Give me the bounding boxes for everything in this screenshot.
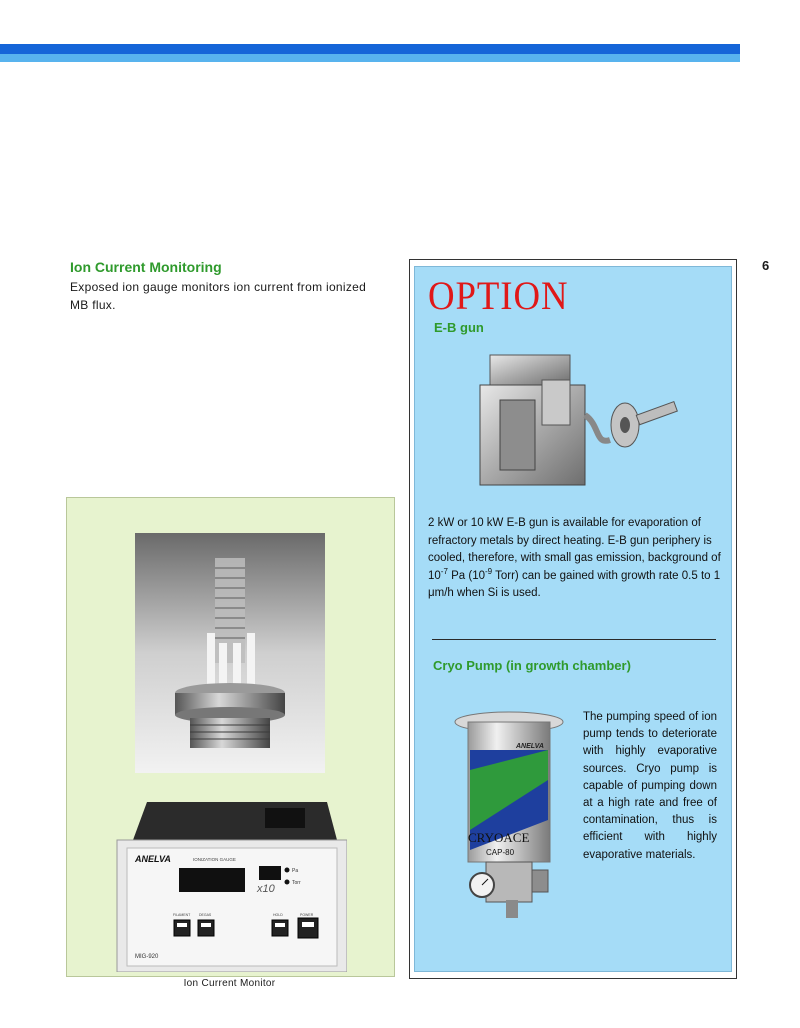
multiplier-text: x10 <box>257 883 275 895</box>
eb-gun-description <box>428 515 724 603</box>
ion-current-heading: Ion Current Monitoring <box>70 259 222 275</box>
eb-gun-heading: E-B gun <box>434 320 484 335</box>
eb-text-part-1: 2 kW or 10 kW E-B gun is available for evaporation of refractory metals by direct heating. E-B gun periphery is cooled, therefore, with small gas emission, background of 10 <box>428 517 721 582</box>
ion-gauge-photo <box>135 533 325 773</box>
eb-exponent-torr: -9 <box>485 566 493 576</box>
switch-label-power: POWER <box>300 913 314 917</box>
unit-pa-text: Pa <box>292 868 299 874</box>
section-divider <box>432 639 716 640</box>
switch-label-degas: DEGAS <box>199 913 212 917</box>
unit-torr-text: Torr <box>292 880 301 886</box>
option-title: OPTION <box>428 273 569 318</box>
eb-text-part-3: Torr) can be gained with growth rate 0.5 to 1 μm/h when Si is used. <box>428 569 721 599</box>
eb-text-part-2: Pa (10 <box>447 569 485 582</box>
eb-gun-photo <box>460 345 688 495</box>
top-rule-light <box>0 54 740 62</box>
page-number: 6 <box>762 258 770 273</box>
power-switch <box>298 918 318 938</box>
cryo-pump-description: The pumping speed of ion pump tends to deteriorate with highly evaporative sources. Cryo pump is capable of pumping down at a high rate and free of contamination, thus is efficient with highly evaporative materials. <box>583 711 717 861</box>
top-rule-dark <box>0 44 740 54</box>
filament-switch <box>174 920 190 936</box>
ion-current-monitor-photo <box>115 800 347 972</box>
cryo-pump-photo <box>446 710 572 920</box>
hold-switch <box>272 920 288 936</box>
ion-current-description: Exposed ion gauge monitors ion current from ionized MB flux. <box>70 280 367 312</box>
cryo-label-model: CAP-80 <box>486 848 515 857</box>
cryo-label-name: CRYOACE <box>468 830 530 845</box>
monitor-model-label: IONIZATION GAUGE <box>193 857 236 862</box>
cryo-pump-heading: Cryo Pump (in growth chamber) <box>433 658 631 673</box>
figure-caption: Ion Current Monitor <box>183 978 276 989</box>
monitor-model-number: MIG-920 <box>135 954 159 960</box>
eb-exponent-pa: -7 <box>440 566 448 576</box>
switch-label-hold: HOLD <box>273 913 283 917</box>
cryo-label-brand: ANELVA <box>516 743 544 750</box>
switch-label-filament: FILAMENT <box>173 913 191 917</box>
monitor-brand-text: ANELVA <box>135 854 171 864</box>
degas-switch <box>198 920 214 936</box>
